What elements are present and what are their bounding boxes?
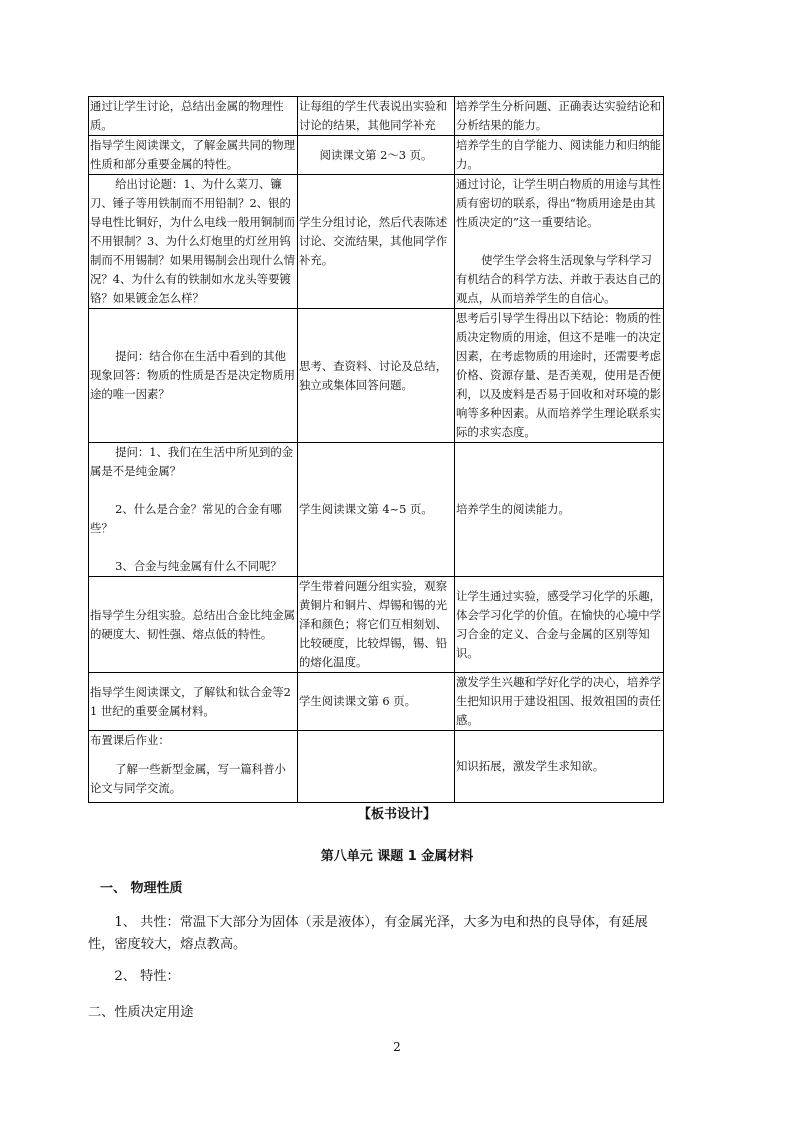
teacher-activity-cell (89, 673, 298, 731)
cell-text: 了解一些新型金属，写一篇科普小论文与同学交流。 (90, 762, 286, 795)
student-activity-cell (298, 136, 455, 175)
student-activity-cell (298, 731, 455, 803)
student-activity-cell (298, 309, 455, 443)
table-row (89, 136, 664, 175)
common-properties-paragraph: 1、 共性：常温下大部分为固体（汞是液体），有金属光泽，大多为电和热的良导体，有延展性，密度较大，熔点教高。 (88, 915, 648, 952)
cell-text: 让每组的学生代表说出实验和讨论的结果，其他同学补充 (299, 99, 448, 132)
student-activity-cell (298, 443, 455, 577)
cell-text: 指导学生阅读课文，了解金属共同的物理性质和部分重要金属的特性。 (90, 138, 296, 171)
cell-text: 指导学生分组实验。总结出合金比纯金属的硬度大、韧性强、熔点低的特性。 (90, 607, 296, 641)
table-row (89, 673, 664, 731)
cell-text: 培养学生分析问题、正确表达实验结论和分析结果的能力。 (456, 99, 662, 132)
page-number: 2 (393, 1040, 401, 1054)
cell-text: 使学生学会将生活现象与学科学习有机结合的科学方法、并敢于表达自己的观点，从而培养学生的自信心。 (456, 253, 662, 305)
teacher-activity-cell (89, 175, 298, 309)
table-row (89, 731, 664, 803)
board-design-title: 第八单元 课题 1 金属材料 (320, 849, 474, 864)
cell-text: 知识拓展，激发学生求知欲。 (456, 759, 605, 773)
teacher-activity-cell (89, 309, 298, 443)
teacher-activity-cell (89, 97, 298, 136)
cell-text: 激发学生兴趣和学好化学的决心，培养学生把知识用于建设祖国、报效祖国的责任感。 (456, 675, 662, 727)
cell-text: 让学生通过实验，感受学习化学的乐趣，体会学习化学的价值。在愉快的心境中学习合金的定义、合金与金属的区别等知识。 (456, 588, 662, 660)
design-purpose-cell (455, 731, 664, 803)
design-purpose-cell (455, 136, 664, 175)
section-heading-properties-determine-use: 二、性质决定用途 (88, 1005, 194, 1020)
table-row (89, 309, 664, 443)
student-activity-cell (298, 175, 455, 309)
table-row (89, 443, 664, 577)
design-purpose-cell (455, 673, 664, 731)
student-activity-cell (298, 673, 455, 731)
teacher-activity-cell (89, 136, 298, 175)
special-properties-item: 2、 特性： (114, 969, 180, 984)
design-purpose-cell (455, 175, 664, 309)
section-heading-physical-properties: 一、 物理性质 (100, 881, 183, 896)
cell-text: 思考后引导学生得出以下结论：物质的性质决定物质的用途，但这不是唯一的决定因素，在考虑物质的用途时，还需要考虑价格、资源存量、是否美观，使用是否便利，以及废料是否易于回收和对环境的影响等多种因素。从而培养学生理论联系实际的求实态度。 (456, 311, 662, 439)
student-activity-cell (298, 577, 455, 673)
cell-text: 提问：结合你在生活中看到的其他现象回答：物质的性质是否是决定物质用途的唯一因素？ (90, 349, 296, 401)
cell-text: 培养学生的自学能力、阅读能力和归纳能力。 (456, 138, 662, 171)
lesson-plan-table (88, 96, 664, 803)
board-design-heading: 【板书设计】 (357, 807, 436, 822)
cell-text: 布置课后作业： (90, 733, 170, 747)
teacher-activity-cell (89, 731, 298, 803)
table-row (89, 175, 664, 309)
cell-text: 学生分组讨论，然后代表陈述讨论、交流结果，其他同学作补充。 (299, 215, 448, 267)
cell-text: 3、合金与纯金属有什么不同呢？ (115, 559, 282, 573)
cell-text: 学生阅读课文第 6 页。 (299, 694, 417, 708)
cell-text: 提问：1、我们在生活中所见到的金属是不是纯金属？ (90, 445, 294, 478)
cell-text: 阅读课文第 2～3 页。 (319, 147, 433, 162)
table-row (89, 97, 664, 136)
cell-text: 指导学生阅读课文，了解钛和钛合金等21 世纪的重要金属材料。 (90, 684, 291, 718)
cell-text: 2、什么是合金？常见的合金有哪些？ (90, 502, 282, 535)
teacher-activity-cell (89, 577, 298, 673)
cell-text: 给出讨论题：1、为什么菜刀、镰刀、锤子等用铁制而不用铅制？2、银的导电性比铜好，为什么电线一般用铜制而不用银制？3、为什么灯炮里的灯丝用钨制而不用锡制？如果用锡制会出现什么情况？4、为什么有的铁制如水龙头等要镀铬？如果镀金怎么样？ (90, 177, 296, 305)
cell-text: 通过讨论，让学生明白物质的用途与其性质有密切的联系，得出“物质用途是由其性质决定的”这一重要结论。 (456, 177, 662, 229)
cell-text: 学生阅读课文第 4~5 页。 (299, 502, 433, 516)
student-activity-cell (298, 97, 455, 136)
design-purpose-cell (455, 443, 664, 577)
design-purpose-cell (455, 97, 664, 136)
design-purpose-cell (455, 577, 664, 673)
cell-text: 思考、查资料、讨论及总结，独立或集体回答问题。 (299, 358, 448, 392)
cell-text: 培养学生的阅读能力。 (456, 502, 570, 516)
cell-text: 学生带着问题分组实验，观察黄铜片和铜片、焊锡和锡的光泽和颜色；将它们互相刻划、比较硬度，比较焊锡，锡、铅的熔化温度。 (299, 579, 448, 669)
teacher-activity-cell (89, 443, 298, 577)
table-row (89, 577, 664, 673)
cell-text: 通过让学生讨论，总结出金属的物理性质。 (90, 99, 284, 132)
design-purpose-cell (455, 309, 664, 443)
